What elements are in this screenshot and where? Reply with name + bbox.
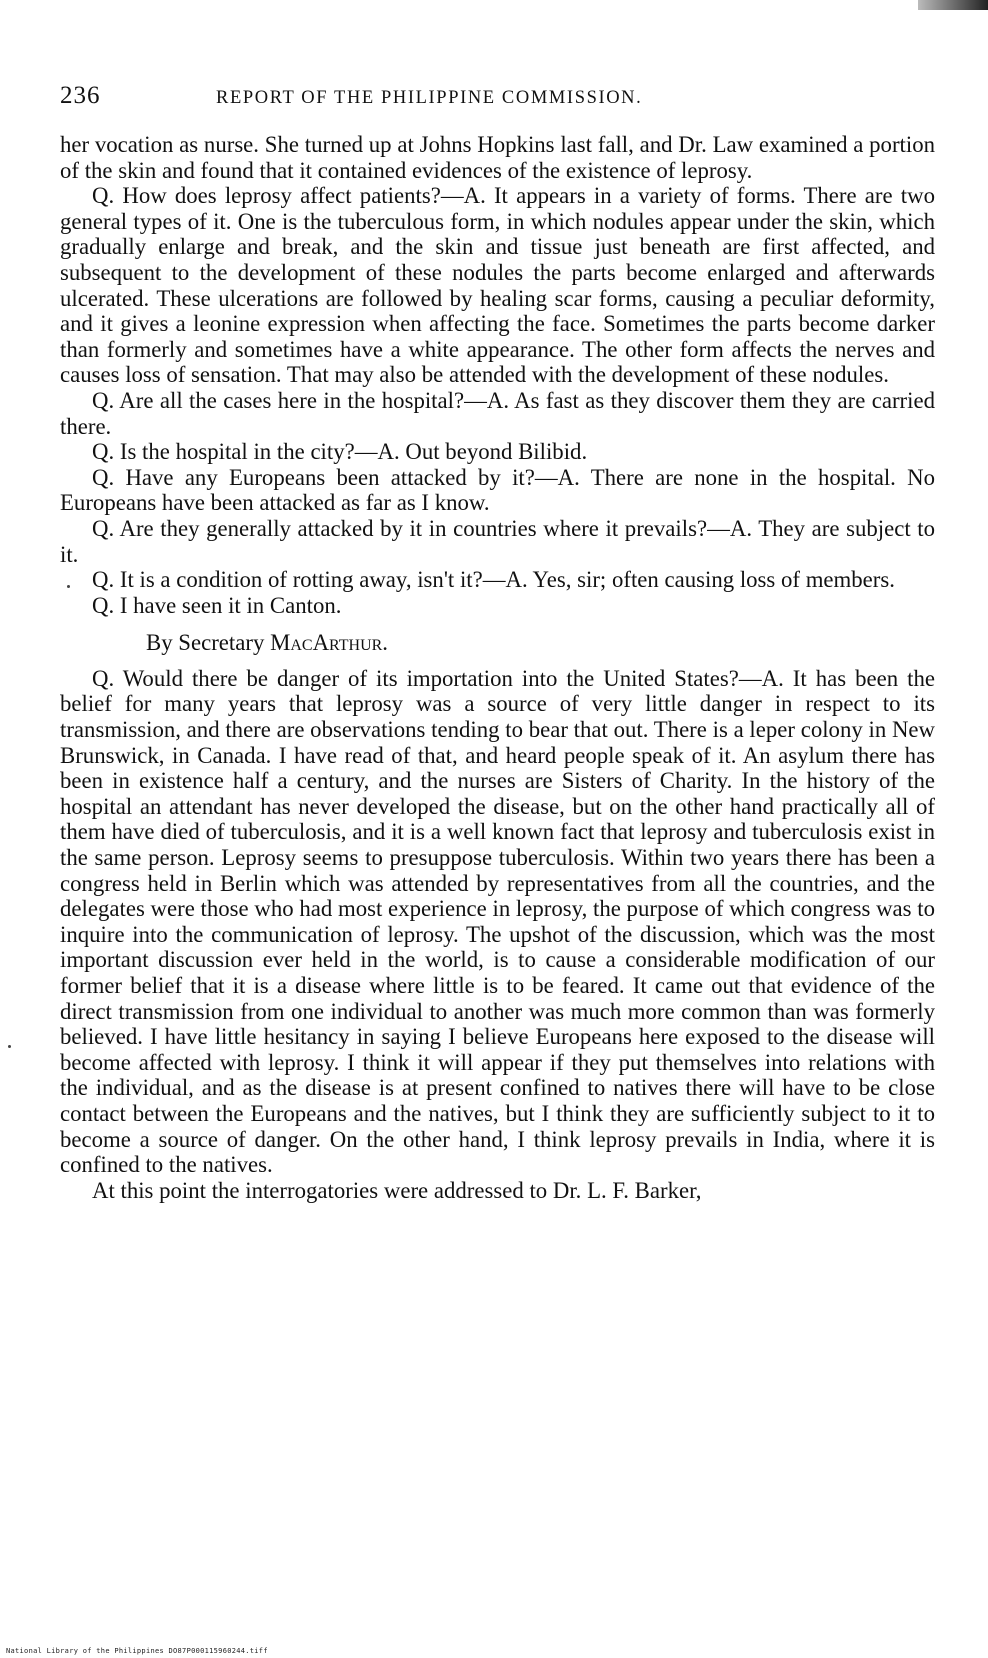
- paragraph-continuation: her vocation as nurse. She turned up at Johns Hopkins last fall, and Dr. Law examined a portion of the skin and found that it contained evidences of the existence of leprosy.: [60, 132, 935, 183]
- scan-footer: National Library of the Philippines DO87P000115960244.tiff: [6, 1647, 268, 1655]
- paragraph-closing: At this point the interrogatories were addressed to Dr. L. F. Barker,: [92, 1177, 702, 1203]
- paragraph-qa-hospital-location: Q. Is the hospital in the city?—A. Out beyond Bilibid.: [92, 439, 588, 465]
- paragraph-qa-importation: Q. Would there be danger of its importation into the United States?—A. It has been the belief for many years that leprosy was a source of very little danger in respect to its transmission, and there are observations tending to bear that out. There is a leper colony in New Brunswick, in Canada. I have read of that, and heard people speak of it. An asylum there has been in existence half a century, and the nurses are Sisters of Charity. In the history of the hospital an attendant has never developed the disease, but on the other hand practically all of them have died of tuberculosis, and it is a well known fact that leprosy and tuberculosis exist in the same person. Leprosy seems to presuppose tuberculosis. Within two years there has been a congress held in Berlin which was attended by representatives from all the countries, and the delegates were those who had most experience in leprosy, the purpose of which congress was to inquire into the communication of leprosy. The upshot of the discussion, which was the most important discussion ever held in the world, is to cause a considerable modification of our former belief that it is a disease where little is to be feared. It came out that evidence of the direct transmission from one individual to another was much more common than was formerly believed. I have little hesitancy in saying I believe Europeans here exposed to the disease will become affected with leprosy. I think it will appear if they put themselves into relations with the individual, and as the disease is at present confined to natives there will have to be close contact between the Europeans and the natives, but I think they are sufficiently subject to it to become a source of danger. On the other hand, I think leprosy prevails in India, where it is confined to the natives.: [60, 665, 935, 1178]
- byline: [60, 630, 935, 656]
- page-number: 236: [60, 82, 101, 109]
- paragraph-qa-leprosy-forms: Q. How does leprosy affect patients?—A. It appears in a variety of forms. There are two general types of it. One is the tuberculous form, in which nodules appear under the skin, which gradually enlarge and break, and the skin and tissue just beneath are first affected, and subsequent to the development of these nodules the parts become enlarged and afterwards ulcerated. These ulcerations are followed by healing scar forms, causing a peculiar deformity, and it gives a leonine expression when affecting the face. Sometimes the parts become darker than formerly and sometimes have a white appearance. The other form affects the nerves and causes loss of sensation. That may also be attended with the development of these nodules.: [60, 183, 935, 388]
- margin-speck: [67, 585, 70, 588]
- paragraph-qa-hospital-cases: Q. Are all the cases here in the hospital?—A. As fast as they discover them they are carried there.: [60, 387, 935, 439]
- running-title: REPORT OF THE PHILIPPINE COMMISSION.: [216, 88, 643, 108]
- paragraph-qa-countries: Q. Are they generally attacked by it in countries where it prevails?—A. They are subject to it.: [60, 515, 935, 567]
- byline-prefix: By Secretary: [146, 630, 271, 656]
- paragraph-qa-canton: Q. I have seen it in Canton.: [92, 592, 342, 618]
- scan-edge-mark: [918, 0, 988, 10]
- paragraph-qa-rotting: Q. It is a condition of rotting away, isn't it?—A. Yes, sir; often causing loss of members.: [92, 567, 895, 593]
- paragraph-qa-europeans: Q. Have any Europeans been attacked by it?—A. There are none in the hospital. No Europeans have been attacked as far as I know.: [60, 464, 935, 516]
- body-text: [60, 132, 935, 1203]
- margin-speck: [8, 1045, 11, 1048]
- byline-name: MacArthur.: [270, 630, 389, 656]
